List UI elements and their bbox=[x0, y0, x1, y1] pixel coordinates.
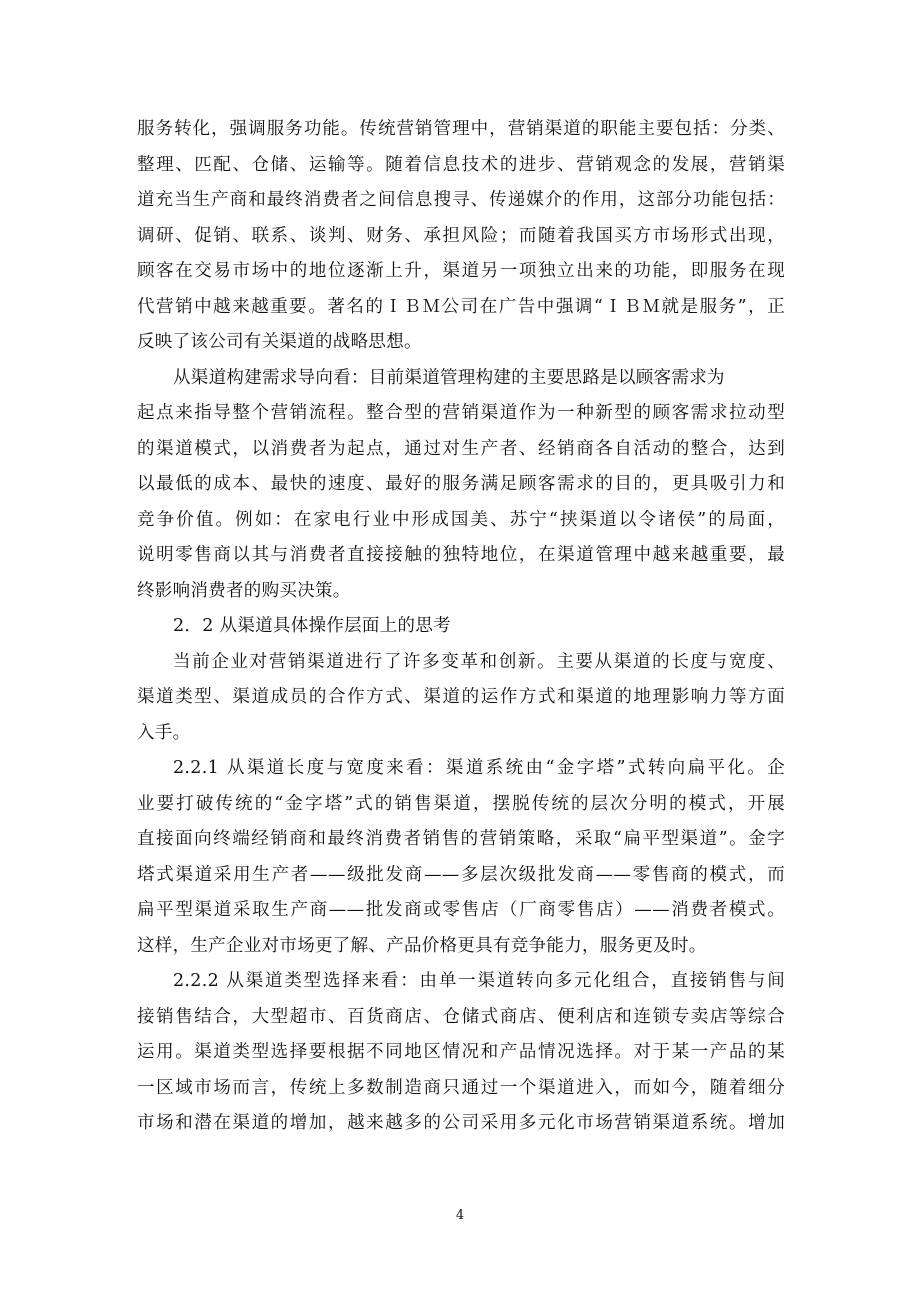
document-body bbox=[137, 112, 785, 1142]
text-line: 反映了该公司有关渠道的战略思想。 bbox=[137, 332, 422, 352]
page-number: 4 bbox=[455, 1208, 465, 1223]
text-line: 服务转化，强调服务功能。传统营销管理中，营销渠道的职能主要包括：分类、 bbox=[137, 119, 785, 139]
text-line: 道充当生产商和最终消费者之间信息搜寻、传递媒介的作用，这部分功能包括： bbox=[137, 190, 785, 210]
text-line: 直接面向终端经销商和最终消费者销售的营销策略，采取“扁平型渠道”。金字 bbox=[137, 829, 785, 849]
text-line: 调研、促销、联系、谈判、财务、承担风险；而随着我国买方市场形式出现， bbox=[137, 225, 785, 246]
text-line: 从渠道构建需求导向看：目前渠道管理构建的主要思路是以顾客需求为 bbox=[173, 367, 725, 388]
text-line: 入手。 bbox=[137, 722, 191, 743]
text-line: 以最低的成本、最快的速度、最好的服务满足顾客需求的目的，更具吸引力和 bbox=[137, 474, 785, 494]
text-line: 当前企业对营销渠道进行了许多变革和创新。主要从渠道的长度与宽度、 bbox=[173, 651, 785, 672]
text-line: 顾客在交易市场中的地位逐渐上升，渠道另一项独立出来的功能，即服务在现 bbox=[137, 261, 785, 281]
text-line: 市场和潜在渠道的增加，越来越多的公司采用多元化市场营销渠道系统。增加 bbox=[137, 1113, 785, 1133]
text-line: 一区域市场而言，传统上多数制造商只通过一个渠道进入，而如今，随着细分 bbox=[137, 1077, 785, 1098]
text-line: 2.2.2 从渠道类型选择来看：由单一渠道转向多元化组合，直接销售与间 bbox=[173, 971, 785, 991]
text-line: 代营销中越来越重要。著名的ＩＢＭ公司在广告中强调“ＩＢＭ就是服务”，正 bbox=[137, 296, 785, 317]
text-line: 这样，生产企业对市场更了解、产品价格更具有竞争能力，服务更及时。 bbox=[137, 935, 707, 956]
text-line: 运用。渠道类型选择要根据不同地区情况和产品情况选择。对于某一产品的某 bbox=[137, 1042, 785, 1062]
text-line: 业要打破传统的“金字塔”式的销售渠道，摆脱传统的层次分明的模式，开展 bbox=[137, 793, 785, 814]
text-line: 接销售结合，大型超市、百货商店、仓储式商店、便利店和连锁专卖店等综合 bbox=[137, 1006, 785, 1027]
text-line: 2.2.1 从渠道长度与宽度来看：渠道系统由“金字塔”式转向扁平化。企 bbox=[173, 758, 785, 778]
text-line: 起点来指导整个营销流程。整合型的营销渠道作为一种新型的顾客需求拉动型 bbox=[137, 403, 785, 423]
text-line: 渠道类型、渠道成员的合作方式、渠道的运作方式和渠道的地理影响力等方面 bbox=[137, 687, 785, 707]
text-line: 整理、匹配、仓储、运输等。随着信息技术的进步、营销观念的发展，营销渠 bbox=[137, 154, 785, 175]
text-line: 说明零售商以其与消费者直接接触的独特地位，在渠道管理中越来越重要，最 bbox=[137, 545, 785, 565]
text-line: 的渠道模式，以消费者为起点，通过对生产者、经销商各自活动的整合，达到 bbox=[137, 438, 785, 459]
text-line: 终影响消费者的购买决策。 bbox=[137, 580, 351, 601]
text-line: 扁平型渠道采取生产商——批发商或零售店（厂商零售店）——消费者模式。 bbox=[137, 900, 785, 920]
text-line: 竞争价值。例如：在家电行业中形成国美、苏宁“挟渠道以令诸侯”的局面， bbox=[137, 509, 785, 530]
text-line: 塔式渠道采用生产者——级批发商——多层次级批发商——零售商的模式，而 bbox=[137, 864, 785, 885]
text-line: 2．2 从渠道具体操作层面上的思考 bbox=[173, 616, 451, 636]
